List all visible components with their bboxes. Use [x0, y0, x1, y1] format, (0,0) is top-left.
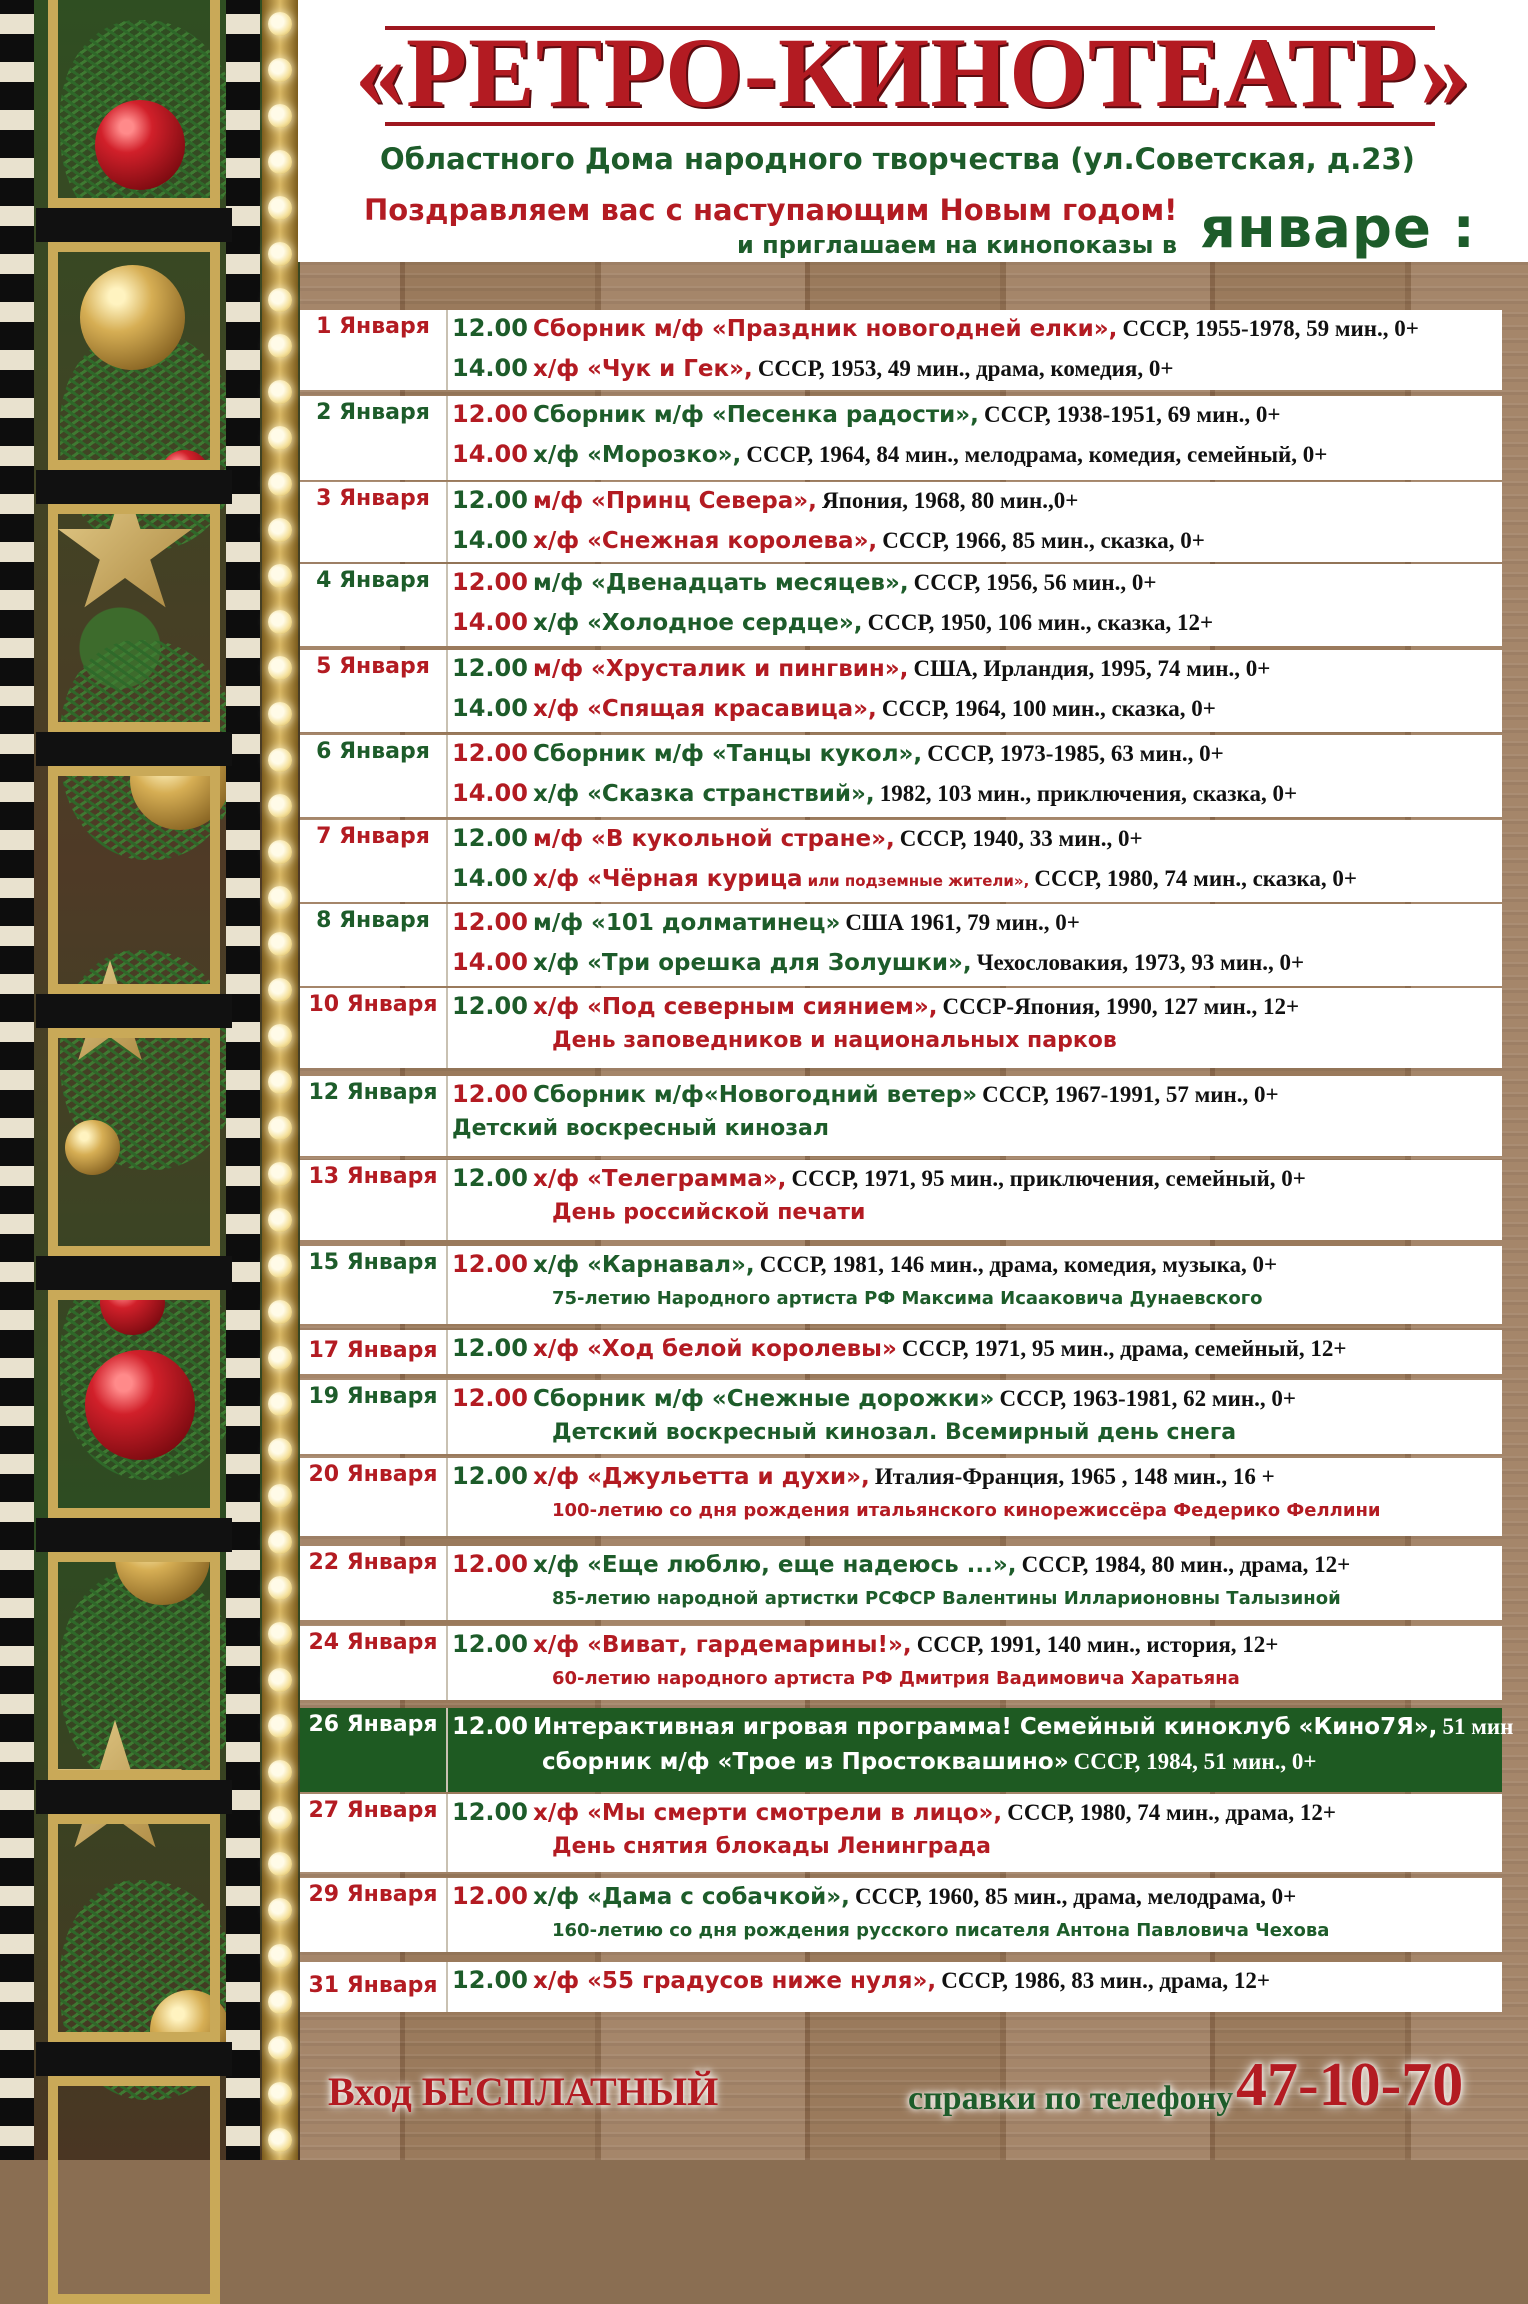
screening-date: 13 Января: [308, 1164, 438, 1189]
event-note: Детский воскресный кинозал. Всемирный день снега: [552, 1420, 1237, 1445]
film-details: Чехословакия, 1973, 93 мин., 0+: [976, 950, 1305, 975]
film-frame: [48, 504, 220, 732]
row-divider: [446, 820, 448, 902]
row-divider: [446, 1458, 448, 1536]
screening-time: 12.00: [452, 314, 528, 342]
film-title: х/ф «Ход белой королевы»: [533, 1336, 897, 1362]
film-title: х/ф «Морозко»,: [533, 442, 742, 468]
film-frame-divider: [36, 1518, 232, 1552]
film-sprocket-left: [0, 0, 34, 2160]
screening-date: 22 Января: [308, 1550, 438, 1575]
schedule-row: [300, 1076, 1502, 1156]
film-title: х/ф «55 градусов ниже нуля»,: [533, 1968, 937, 1994]
event-note: День российской печати: [552, 1200, 866, 1225]
event-note: Детский воскресный кинозал: [452, 1116, 830, 1141]
film-title: Сборник м/ф «Песенка радости»,: [533, 402, 979, 428]
event-note: День заповедников и национальных парков: [552, 1028, 1117, 1053]
marquee-bulb-icon: [268, 1162, 292, 1186]
film-details: СССР, 1984, 80 мин., драма, 12+: [1021, 1552, 1351, 1577]
screening-line: [452, 1962, 1500, 1998]
marquee-bulb-icon: [268, 1116, 292, 1140]
event-note: 85-летию народной артистки РСФСР Валентины Илларионовны Талызиной: [552, 1588, 1341, 1609]
screening-line: [452, 482, 1500, 518]
screening-line: [452, 1458, 1500, 1494]
marquee-bulb-icon: [268, 242, 292, 266]
screening-date: 19 Января: [308, 1384, 438, 1409]
row-divider: [446, 904, 448, 986]
marquee-bulb-icon: [268, 1990, 292, 2014]
row-divider: [446, 1626, 448, 1700]
screening-date: 24 Января: [308, 1630, 438, 1655]
film-details: СССР, 1971, 95 мин., приключения, семейный, 0+: [791, 1166, 1306, 1191]
schedule-row: [300, 1160, 1502, 1240]
screening-line: [452, 735, 1500, 771]
screening-line: [452, 1878, 1500, 1914]
screening-time: 12.00: [452, 400, 528, 428]
film-details: СССР, 1980, 74 мин., драма, 12+: [1007, 1800, 1336, 1825]
marquee-bulb-icon: [268, 426, 292, 450]
marquee-bulb-icon: [268, 1254, 292, 1278]
film-sprocket-right: [226, 0, 260, 2160]
screening-line: [452, 690, 1500, 726]
film-details: СССР, 1956, 56 мин., 0+: [913, 570, 1157, 595]
screening-line: [452, 396, 1500, 432]
row-divider: [446, 1160, 448, 1240]
screening-time: 12.00: [452, 1080, 528, 1108]
screening-date: 10 Января: [308, 992, 438, 1017]
film-frame-divider: [36, 470, 232, 504]
screening-date: 7 Января: [316, 824, 430, 849]
marquee-bulb-icon: [268, 2128, 292, 2152]
marquee-bulb-icon: [268, 58, 292, 82]
film-details: Япония, 1968, 80 мин.,0+: [821, 488, 1079, 513]
marquee-bulb-icon: [268, 1208, 292, 1232]
row-divider: [446, 396, 448, 480]
page-title: «РЕТРО-КИНОТЕАТР»: [354, 17, 1472, 128]
marquee-bulb-icon: [268, 656, 292, 680]
screening-time: 12.00: [452, 1966, 528, 1994]
marquee-bulb-icon: [268, 1622, 292, 1646]
screening-time: 12.00: [452, 908, 528, 936]
film-title: х/ф «Спящая красавица»,: [533, 696, 877, 722]
screening-date: 5 Января: [316, 654, 430, 679]
film-details: СССР, 1964, 100 мин., сказка, 0+: [881, 696, 1216, 721]
screening-time: 14.00: [452, 608, 528, 636]
film-details: Италия-Франция, 1965 , 148 мин., 16 +: [874, 1464, 1275, 1489]
film-details: СССР, 1971, 95 мин., драма, семейный, 12+: [901, 1336, 1347, 1361]
film-title: Сборник м/ф «Праздник новогодней елки»,: [533, 316, 1118, 342]
screening-line: [452, 350, 1500, 386]
film-title: х/ф «Сказка странствий»,: [533, 781, 875, 807]
marquee-bulb-icon: [268, 1024, 292, 1048]
film-title: Сборник м/ф «Снежные дорожки»: [533, 1386, 995, 1412]
row-divider: [446, 1546, 448, 1620]
marquee-lights: [262, 0, 298, 2160]
film-details: СССР, 1984, 51 мин., 0+: [1073, 1749, 1317, 1774]
screening-time: 12.00: [452, 1550, 528, 1578]
marquee-bulb-icon: [268, 886, 292, 910]
screening-date: 15 Января: [308, 1250, 438, 1275]
row-divider: [446, 1380, 448, 1454]
marquee-bulb-icon: [268, 1346, 292, 1370]
screening-time: 14.00: [452, 354, 528, 382]
marquee-bulb-icon: [268, 840, 292, 864]
row-divider: [446, 1794, 448, 1872]
film-details: 51 мин: [1442, 1714, 1514, 1739]
screening-line: [452, 1076, 1500, 1112]
screening-line: [452, 1708, 1514, 1744]
row-divider: [446, 1076, 448, 1156]
marquee-bulb-icon: [268, 1852, 292, 1876]
film-frame: [48, 766, 220, 994]
film-details: СССР, 1981, 146 мин., драма, комедия, музыка, 0+: [759, 1252, 1278, 1277]
screening-time: 12.00: [452, 1384, 528, 1412]
screening-time: 12.00: [452, 1798, 528, 1826]
film-title: Сборник м/ф «Танцы кукол»,: [533, 741, 923, 767]
screening-date: 17 Января: [308, 1338, 438, 1363]
screening-date: 29 Января: [308, 1882, 438, 1907]
film-title: м/ф «Хрусталик и пингвин»,: [533, 656, 909, 682]
marquee-bulb-icon: [268, 12, 292, 36]
screening-time: 14.00: [452, 864, 528, 892]
screening-line: [452, 650, 1500, 686]
venue-subtitle: Областного Дома народного творчества (ул.Советская, д.23): [380, 142, 1415, 176]
film-details: СССР, 1963-1981, 62 мин., 0+: [999, 1386, 1296, 1411]
film-frame: [48, 1814, 220, 2042]
marquee-bulb-icon: [268, 2082, 292, 2106]
screening-time: 12.00: [452, 739, 528, 767]
film-title: м/ф «Принц Севера»,: [533, 488, 817, 514]
marquee-bulb-icon: [268, 472, 292, 496]
marquee-bulb-icon: [268, 564, 292, 588]
phone-label: справки по телефону: [908, 2080, 1234, 2117]
film-frame: [48, 1290, 220, 1518]
event-note: 160-летию со дня рождения русского писателя Антона Павловича Чехова: [552, 1920, 1330, 1941]
film-title: х/ф «Чук и Гек»,: [533, 356, 753, 382]
marquee-bulb-icon: [268, 1070, 292, 1094]
schedule-row: [300, 1458, 1502, 1536]
screening-line: [452, 1246, 1500, 1282]
marquee-bulb-icon: [268, 1714, 292, 1738]
screening-time: 12.00: [452, 1462, 528, 1490]
schedule-row: [300, 735, 1502, 817]
free-entry-label: Вход БЕСПЛАТНЫЙ: [328, 2069, 719, 2114]
marquee-bulb-icon: [268, 288, 292, 312]
marquee-bulb-icon: [268, 702, 292, 726]
month-heading: январе :: [1200, 196, 1476, 261]
marquee-bulb-icon: [268, 610, 292, 634]
film-title: х/ф «Чёрная курица: [533, 866, 803, 892]
row-divider: [446, 310, 448, 390]
marquee-bulb-icon: [268, 1806, 292, 1830]
screening-time: 12.00: [452, 992, 528, 1020]
schedule-row: [300, 1794, 1502, 1872]
schedule-row: [300, 1546, 1502, 1620]
film-strip: [0, 0, 300, 2160]
event-note: 75-летию Народного артиста РФ Максима Исааковича Дунаевского: [552, 1288, 1263, 1309]
marquee-bulb-icon: [268, 748, 292, 772]
film-title: Интерактивная игровая программа! Семейный киноклуб «Кино7Я»,: [533, 1714, 1438, 1740]
film-details: США, Ирландия, 1995, 74 мин., 0+: [913, 656, 1271, 681]
marquee-bulb-icon: [268, 334, 292, 358]
film-title: м/ф «Двенадцать месяцев»,: [533, 570, 909, 596]
event-note: 60-летию народного артиста РФ Дмитрия Вадимовича Харатьяна: [552, 1668, 1240, 1689]
marquee-bulb-icon: [268, 1530, 292, 1554]
screening-time: 12.00: [452, 1250, 528, 1278]
schedule-row: [300, 1330, 1502, 1374]
screening-line: [452, 1744, 1500, 1780]
screening-time: 12.00: [452, 568, 528, 596]
schedule-row: [300, 1708, 1514, 1792]
marquee-bulb-icon: [268, 1668, 292, 1692]
screening-line: [452, 310, 1500, 346]
film-details: США 1961, 79 мин., 0+: [845, 910, 1080, 935]
phone-number: 47-10-70: [1236, 2051, 1464, 2119]
film-details: СССР, 1980, 74 мин., сказка, 0+: [1034, 866, 1357, 891]
schedule-row: [300, 564, 1502, 646]
screening-line: [452, 522, 1500, 558]
row-divider: [446, 1878, 448, 1952]
screening-date: 12 Января: [308, 1080, 438, 1105]
film-details: СССР, 1950, 106 мин., сказка, 12+: [867, 610, 1214, 635]
film-details: СССР, 1964, 84 мин., мелодрама, комедия, семейный, 0+: [746, 442, 1328, 467]
screening-line: [452, 988, 1500, 1024]
row-divider: [446, 1708, 448, 1792]
marquee-bulb-icon: [268, 2036, 292, 2060]
marquee-bulb-icon: [268, 1898, 292, 1922]
film-frame-divider: [36, 208, 232, 242]
row-divider: [446, 482, 448, 562]
schedule-row: [300, 1246, 1502, 1324]
marquee-bulb-icon: [268, 518, 292, 542]
screening-date: 1 Января: [316, 314, 430, 339]
screening-time: 14.00: [452, 948, 528, 976]
marquee-bulb-icon: [268, 794, 292, 818]
screening-line: [452, 1380, 1500, 1416]
film-title: Сборник м/ф«Новогодний ветер»: [533, 1082, 978, 1108]
screening-time: 14.00: [452, 526, 528, 554]
row-divider: [446, 650, 448, 732]
marquee-bulb-icon: [268, 1484, 292, 1508]
film-title: х/ф «Дама с собачкой»,: [533, 1884, 850, 1910]
screening-time: 12.00: [452, 1712, 528, 1740]
schedule-row: [300, 1962, 1502, 2012]
screening-line: [452, 860, 1500, 896]
screening-line: [452, 564, 1500, 600]
marquee-bulb-icon: [268, 104, 292, 128]
schedule-row: [300, 396, 1502, 480]
film-title: х/ф «Виват, гардемарины!»,: [533, 1632, 912, 1658]
film-details: СССР, 1953, 49 мин., драма, комедия, 0+: [757, 356, 1174, 381]
screening-date: 4 Января: [316, 568, 430, 593]
film-frame-divider: [36, 732, 232, 766]
event-note: 100-летию со дня рождения итальянского кинорежиссёра Федерико Феллини: [552, 1500, 1381, 1521]
screening-time: 12.00: [452, 486, 528, 514]
screening-date: 3 Января: [316, 486, 430, 511]
screening-time: 14.00: [452, 694, 528, 722]
film-details: 1982, 103 мин., приключения, сказка, 0+: [879, 781, 1298, 806]
schedule-row: [300, 904, 1502, 986]
screening-date: 26 Января: [308, 1712, 438, 1737]
invite-text: и приглашаем на кинопоказы в: [737, 231, 1178, 259]
event-note: День снятия блокады Ленинграда: [552, 1834, 992, 1859]
film-frame: [48, 2076, 220, 2304]
film-frame: [48, 1552, 220, 1780]
film-title: сборник м/ф «Трое из Простоквашино»: [542, 1749, 1069, 1775]
screening-line: [452, 1330, 1500, 1366]
film-title: х/ф «Холодное сердце»,: [533, 610, 863, 636]
row-divider: [446, 1246, 448, 1324]
marquee-bulb-icon: [268, 150, 292, 174]
film-details: СССР, 1973-1985, 63 мин., 0+: [927, 741, 1224, 766]
screening-line: [452, 436, 1500, 472]
film-details: СССР, 1938-1951, 69 мин., 0+: [983, 402, 1281, 427]
row-divider: [446, 988, 448, 1068]
film-details: СССР, 1986, 83 мин., драма, 12+: [941, 1968, 1270, 1993]
marquee-bulb-icon: [268, 1392, 292, 1416]
marquee-bulb-icon: [268, 1760, 292, 1784]
screening-date: 20 Января: [308, 1462, 438, 1487]
film-title: х/ф «Снежная королева»,: [533, 528, 878, 554]
screening-line: [452, 904, 1500, 940]
film-frame-divider: [36, 2042, 232, 2076]
row-divider: [446, 1962, 448, 2012]
screening-line: [452, 1626, 1500, 1662]
film-title: х/ф «Джульетта и духи»,: [533, 1464, 870, 1490]
screening-time: 12.00: [452, 654, 528, 682]
film-frame-divider: [36, 1780, 232, 1814]
screening-time: 12.00: [452, 1630, 528, 1658]
film-frame: [48, 1028, 220, 1256]
marquee-bulb-icon: [268, 1300, 292, 1324]
screening-time: 12.00: [452, 1334, 528, 1362]
screening-date: 6 Января: [316, 739, 430, 764]
screening-time: 12.00: [452, 824, 528, 852]
marquee-bulb-icon: [268, 1438, 292, 1462]
screening-date: 27 Января: [308, 1798, 438, 1823]
row-divider: [446, 1330, 448, 1374]
screening-time: 12.00: [452, 1164, 528, 1192]
film-frame-divider: [36, 994, 232, 1028]
film-title: х/ф «Еще люблю, еще надеюсь ...»,: [533, 1552, 1017, 1578]
screening-line: [452, 944, 1500, 980]
row-divider: [446, 564, 448, 646]
screening-date: 2 Января: [316, 400, 430, 425]
screening-time: 14.00: [452, 440, 528, 468]
film-details: СССР, 1955-1978, 59 мин., 0+: [1122, 316, 1419, 341]
schedule-row: [300, 820, 1502, 902]
screening-line: [452, 775, 1500, 811]
schedule-row: [300, 310, 1502, 390]
schedule-row: [300, 1626, 1502, 1700]
marquee-bulb-icon: [268, 932, 292, 956]
film-details: СССР, 1967-1991, 57 мин., 0+: [982, 1082, 1279, 1107]
film-alt-title: или подземные жители»,: [807, 872, 1030, 890]
screening-date: 31 Января: [308, 1973, 438, 1998]
schedule-row: [300, 1380, 1502, 1454]
schedule-row: [300, 650, 1502, 732]
film-title: х/ф «Мы смерти смотрели в лицо»,: [533, 1800, 1003, 1826]
film-title: х/ф «Телеграмма»,: [533, 1166, 787, 1192]
film-details: СССР, 1966, 85 мин., сказка, 0+: [882, 528, 1205, 553]
marquee-bulb-icon: [268, 380, 292, 404]
schedule-row: [300, 1878, 1502, 1952]
film-title: м/ф «В кукольной стране»,: [533, 826, 895, 852]
film-frame: [48, 242, 220, 470]
screening-line: [452, 1546, 1500, 1582]
film-frame-divider: [36, 1256, 232, 1290]
screening-line: [452, 1794, 1500, 1830]
screening-line: [452, 1160, 1500, 1196]
film-frame: [48, 0, 220, 208]
film-title: х/ф «Под северным сиянием»,: [533, 994, 938, 1020]
film-details: СССР, 1960, 85 мин., драма, мелодрама, 0+: [854, 1884, 1297, 1909]
marquee-bulb-icon: [268, 196, 292, 220]
film-title: х/ф «Три орешка для Золушки»,: [533, 950, 972, 976]
marquee-bulb-icon: [268, 1944, 292, 1968]
screening-time: 14.00: [452, 779, 528, 807]
screening-line: [452, 820, 1500, 856]
schedule-row: [300, 482, 1502, 562]
screening-date: 8 Января: [316, 908, 430, 933]
film-details: СССР, 1991, 140 мин., история, 12+: [916, 1632, 1279, 1657]
row-divider: [446, 735, 448, 817]
new-year-greeting: Поздравляем вас с наступающим Новым годом!: [364, 193, 1178, 227]
screening-line: [452, 604, 1500, 640]
film-details: СССР, 1940, 33 мин., 0+: [899, 826, 1143, 851]
film-title: м/ф «101 долматинец»: [533, 910, 841, 936]
marquee-bulb-icon: [268, 1576, 292, 1600]
film-title: х/ф «Карнавал»,: [533, 1252, 755, 1278]
marquee-bulb-icon: [268, 978, 292, 1002]
schedule-row: [300, 988, 1502, 1068]
screening-time: 12.00: [452, 1882, 528, 1910]
film-details: СССР-Япония, 1990, 127 мин., 12+: [942, 994, 1300, 1019]
